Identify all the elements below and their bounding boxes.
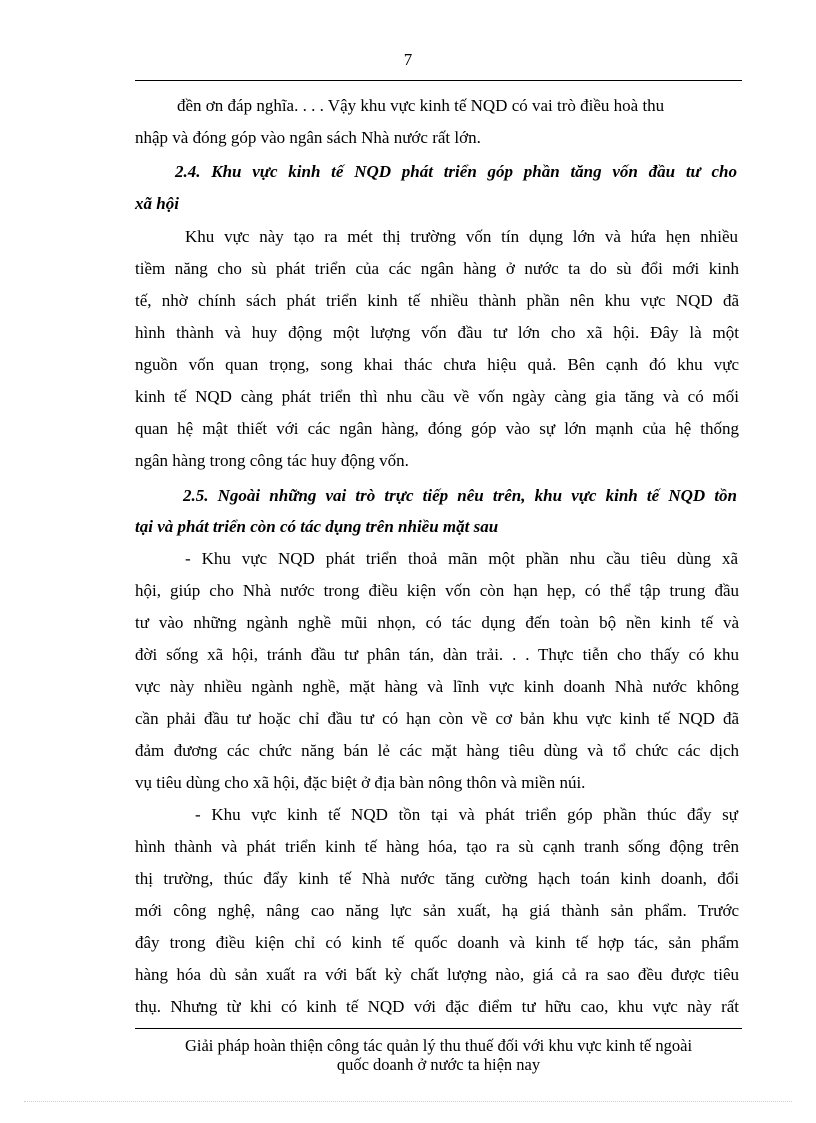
body-line: thụ. Nhưng từ khi có kinh tế NQD với đặc điểm tư hữu cao, khu vực này rất bbox=[135, 997, 739, 1016]
footer-rule bbox=[135, 1028, 742, 1029]
body-line: tiềm năng cho sù phát triển của các ngân hàng ở nước ta do sù đổi mới kinh bbox=[135, 259, 739, 278]
body-line: đảm đương các chức năng bán lẻ các mặt hàng tiêu dùng và tổ chức các dịch bbox=[135, 741, 739, 760]
page-footer bbox=[135, 1036, 742, 1074]
section-heading: tại và phát triển còn có tác dụng trên nhiều mặt sau bbox=[135, 517, 499, 536]
header-rule bbox=[135, 80, 742, 81]
body-line: nhập và đóng góp vào ngân sách Nhà nước rất lớn. bbox=[135, 128, 481, 147]
body-line: nguồn vốn quan trọng, song khai thác chưa hiệu quả. Bên cạnh đó khu vực bbox=[135, 355, 739, 374]
body-line: đây trong điều kiện chỉ có kinh tế quốc doanh và kinh tế hợp tác, sản phẩm bbox=[135, 933, 739, 952]
body-line: tế, nhờ chính sách phát triển kinh tế nhiều thành phần nên khu vực NQD đã bbox=[135, 291, 739, 310]
body-line: mới công nghệ, nâng cao năng lực sản xuất, hạ giá thành sản phẩm. Trước bbox=[135, 901, 739, 920]
body-line: - Khu vực NQD phát triển thoả mãn một phần nhu cầu tiêu dùng xã bbox=[185, 549, 738, 568]
body-line: đời sống xã hội, tránh đầu tư phân tán, dàn trải. . . Thực tiễn cho thấy có khu bbox=[135, 645, 739, 664]
section-heading: 2.5. Ngoài những vai trò trực tiếp nêu trên, khu vực kinh tế NQD tồn bbox=[183, 486, 737, 505]
body-line: đền ơn đáp nghĩa. . . . Vậy khu vực kinh tế NQD có vai trò điều hoà thu bbox=[177, 96, 665, 115]
page-number: 7 bbox=[403, 50, 413, 69]
page-edge-divider bbox=[24, 1101, 792, 1102]
section-heading: xã hội bbox=[135, 194, 179, 213]
section-heading: 2.4. Khu vực kinh tế NQD phát triển góp phần tăng vốn đầu tư cho bbox=[175, 162, 737, 181]
body-line: hình thành và huy động một lượng vốn đầu tư lớn cho xã hội. Đây là một bbox=[135, 323, 739, 342]
body-line: quan hệ mật thiết với các ngân hàng, đóng góp vào sự lớn mạnh của hệ thống bbox=[135, 419, 739, 438]
body-line: hàng hóa dù sản xuất ra với bất kỳ chất lượng nào, giá cả ra sao đều được tiêu bbox=[135, 965, 739, 984]
body-line: cần phải đầu tư hoặc chỉ đầu tư có hạn còn về cơ bản khu vực kinh tế NQD đã bbox=[135, 709, 739, 728]
body-line: Khu vực này tạo ra mét thị trường vốn tín dụng lớn và hứa hẹn nhiều bbox=[185, 227, 738, 246]
footer-line: quốc doanh ở nước ta hiện nay bbox=[336, 1055, 541, 1074]
body-line: vụ tiêu dùng cho xã hội, đặc biệt ở địa bàn nông thôn và miền núi. bbox=[135, 773, 586, 792]
body-line: - Khu vực kinh tế NQD tồn tại và phát triển góp phần thúc đẩy sự bbox=[195, 805, 738, 824]
body-line: kinh tế NQD càng phát triển thì nhu cầu về vốn ngày càng gia tăng và có mối bbox=[135, 387, 739, 406]
body-line: thị trường, thúc đẩy kinh tế Nhà nước tăng cường hạch toán kinh doanh, đổi bbox=[135, 869, 739, 888]
body-line: tư vào những ngành nghề mũi nhọn, có tác dụng đến toàn bộ nền kinh tế và bbox=[135, 613, 739, 632]
body-line: vực này nhiều ngành nghề, mặt hàng và lĩnh vực kinh doanh Nhà nước không bbox=[135, 677, 739, 696]
body-line: ngân hàng trong công tác huy động vốn. bbox=[135, 451, 409, 470]
body-line: hội, giúp cho Nhà nước trong điều kiện vốn còn hạn hẹp, có thể tập trung đầu bbox=[135, 581, 739, 600]
body-line: hình thành và phát triển kinh tế hàng hóa, tạo ra sù cạnh tranh sống động trên bbox=[135, 837, 739, 856]
footer-line: Giải pháp hoàn thiện công tác quản lý thu thuế đối với khu vực kinh tế ngoài bbox=[184, 1036, 693, 1055]
